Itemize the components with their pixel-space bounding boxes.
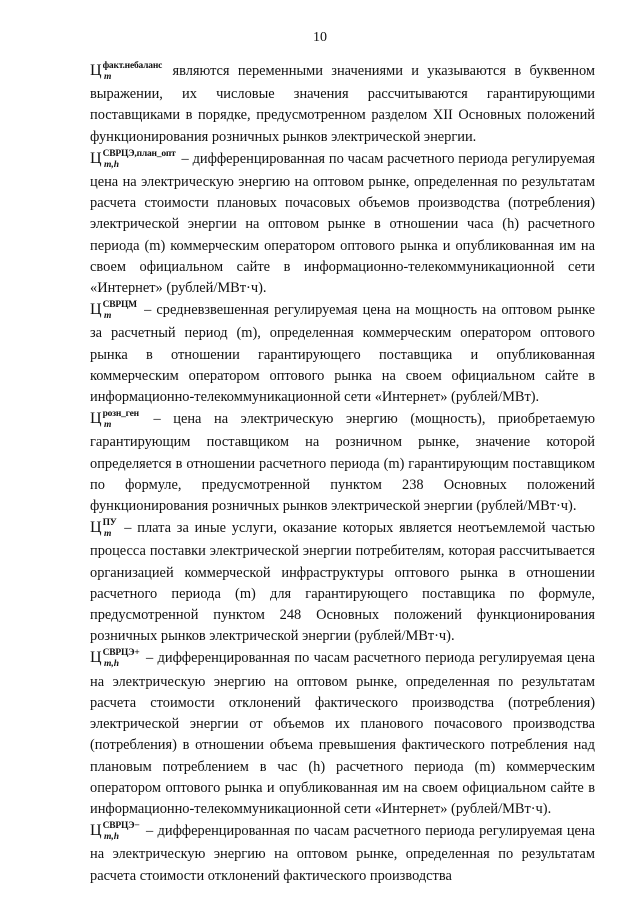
symbol-subscript: m,h	[104, 832, 120, 843]
symbol-subscript: m	[104, 311, 112, 322]
price-symbol: $Ц^{факт.небаланс}$ m	[90, 60, 164, 84]
definition-paragraph-svrcm	[90, 299, 595, 408]
definition-text: – дифференцированная по часам расчетного периода регулируемая цена на электрическую энергию на оптовом рынке, определенная по результатам расчета стоимости отклонений фактического производства	[90, 823, 595, 884]
definition-paragraph-rozn-gen	[90, 408, 595, 517]
page-number: 10	[313, 30, 327, 45]
price-symbol: $Ц^{СВРЦМ}$ m	[90, 299, 139, 323]
price-symbol: $Ц^{СВРЦЭ,план\_опт}$ m,h	[90, 148, 178, 172]
definition-text: – дифференцированная по часам расчетного периода регулируемая цена на электрическую энергию на оптовом рынке, определенная по результатам расчета стоимости плановых почасовых объемов производства (потребления) электрической энергии на оптовом рынке в отношении часа (h) расчетного периода (m) коммерческим оператором оптового рынка и опубликованная им на своем официальном сайте в информационно-телекоммуникационной сети «Интернет» (рублей/МВт·ч).	[90, 150, 595, 297]
price-symbol: $Ц^{розн\_ген}$ m	[90, 408, 141, 432]
symbol-superscript: факт.небаланс	[102, 61, 163, 71]
definition-paragraph-svrce-minus	[90, 820, 595, 887]
symbol-superscript: СВРЦЭ−	[102, 821, 140, 832]
symbol-superscript: СВРЦМ	[102, 300, 137, 311]
symbol-superscript: ПУ	[102, 518, 117, 529]
definition-text: – средневзвешенная регулируемая цена на мощность на оптовом рынке за расчетный период (m), определенная коммерческим оператором оптового рынка в отношении гарантирующего поставщика и опубликованная коммерческим оператором оптового рынка на своем официальном сайте в информационно-телекоммуникационной сети «Интернет» (рублей/МВт).	[90, 302, 595, 406]
symbol-superscript: СВРЦЭ+	[102, 648, 140, 659]
definition-paragraph-pu	[90, 517, 595, 647]
symbol-subscript: m	[104, 529, 112, 540]
price-symbol: $Ц^{СВРЦЭ-}$ m,h	[90, 820, 142, 844]
symbol-superscript: розн_ген	[102, 409, 139, 420]
symbol-superscript: СВРЦЭ,план_опт	[102, 148, 176, 159]
definition-paragraph-svrce-plus	[90, 647, 595, 820]
definition-text: – плата за иные услуги, оказание которых является неотъемлемой частью процесса поставки электрической энергии потребителям, которая рассчитывается организацией коммерческой инфраструктуры оптового рынка в отношении расчетного периода (m) для гарантирующего поставщика по формуле, предусмотренной пунктом 248 Основных положений функционирования розничных рынков электрической энергии (рублей/МВт·ч).	[90, 520, 595, 645]
symbol-subscript: m,h	[104, 659, 120, 670]
definition-text: являются переменными значениями и указываются в буквенном выражении, их числовые значения рассчитываются гарантирующими поставщиками в порядке, предусмотренном разделом XII Основных положений функционирования розничных рынков электрической энергии.	[90, 63, 595, 145]
price-symbol: $Ц^{СВРЦЭ+}$ m,h	[90, 647, 142, 671]
symbol-subscript: m	[104, 420, 112, 431]
document-body	[90, 60, 595, 887]
definition-paragraph-fact-nebalans	[90, 60, 595, 148]
symbol-subscript: m	[104, 72, 112, 82]
symbol-subscript: m,h	[104, 159, 120, 170]
definition-text: – цена на электрическую энергию (мощность), приобретаемую гарантирующим поставщиком на розничном рынке, значение которой определяется в отношении расчетного периода (m) гарантирующим поставщиком по формуле, предусмотренной пунктом 238 Основных положений функционирования розничных рынков электрической энергии (рублей/МВт·ч).	[90, 411, 595, 515]
definition-text: – дифференцированная по часам расчетного периода регулируемая цена на электрическую энергию на оптовом рынке, определенная по результатам расчета стоимости отклонений фактического производства (потребления) электрической энергии от объемов их планового почасового производства (потребления) в отношении объема превышения фактического потребления над плановым потреблением в час (h) расчетного периода (m) коммерческим оператором оптового рынка и опубликованная им на своем официальном сайте в информационно-телекоммуникационной сети «Интернет» (рублей/МВт·ч).	[90, 650, 595, 817]
definition-paragraph-svrce-plan	[90, 148, 595, 299]
price-symbol: $Ц^{ПУ}$ m	[90, 517, 119, 541]
